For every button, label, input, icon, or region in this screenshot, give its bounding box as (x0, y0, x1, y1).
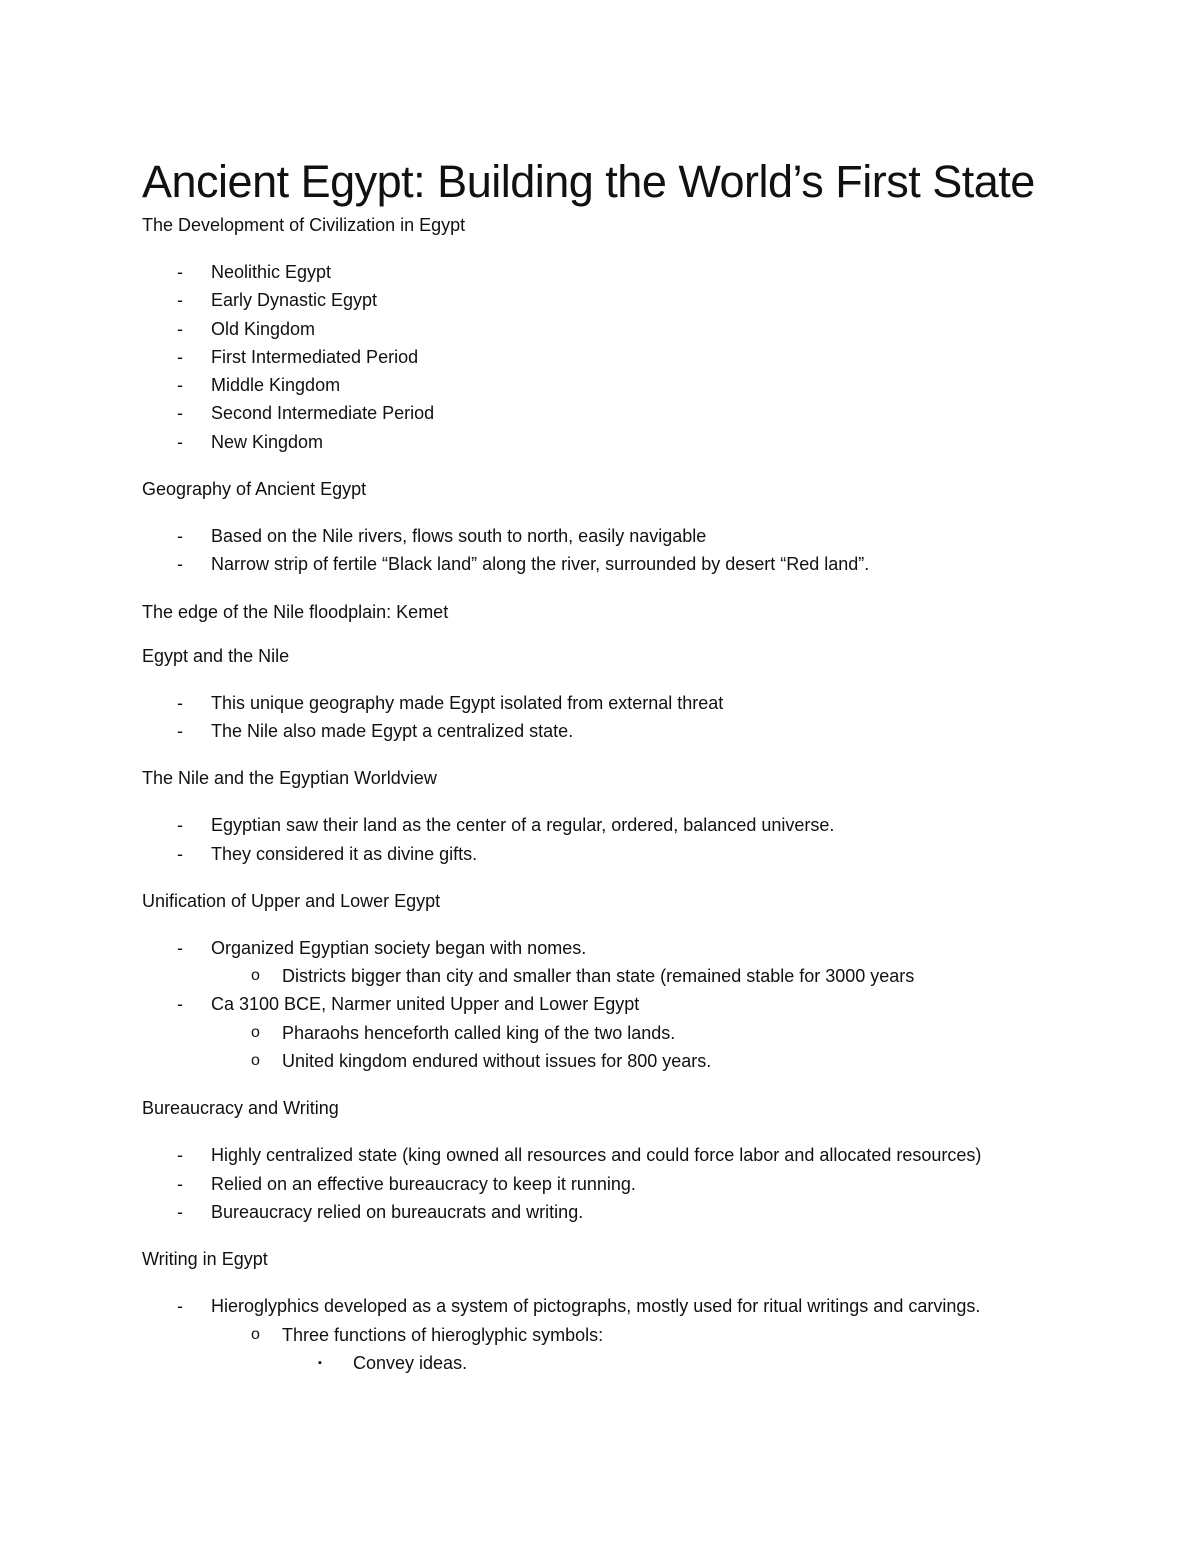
list-item: - This unique geography made Egypt isolated from external threat (142, 689, 1082, 717)
section-heading-bureaucracy: Bureaucracy and Writing (142, 1098, 339, 1119)
dash-bullet: - (177, 1173, 183, 1194)
dash-bullet: - (177, 262, 183, 282)
list-item: - Narrow strip of fertile “Black land” along the river, surrounded by desert “Red land”. (142, 550, 1082, 578)
list-item: - Relied on an effective bureaucracy to keep it running. (142, 1170, 1082, 1198)
section-heading-egypt-nile: Egypt and the Nile (142, 645, 290, 666)
dash-bullet: - (177, 346, 183, 367)
sub-list-item: o Three functions of hieroglyphic symbols: ▪ Convey ideas. (211, 1321, 1082, 1378)
square-bullet: ▪ (318, 1356, 322, 1369)
dash-bullet: - (177, 526, 183, 547)
list-item: - The Nile also made Egypt a centralized state. (142, 717, 1082, 745)
list-item: - First Intermediated Period (142, 343, 1082, 371)
sub-sub-list-item: ▪ Convey ideas. (282, 1349, 1082, 1377)
dash-bullet: - (177, 1145, 183, 1166)
list-item: - Egyptian saw their land as the center of a regular, ordered, balanced universe. (142, 811, 1082, 839)
dash-bullet: - (177, 1296, 183, 1317)
dash-bullet: - (177, 937, 183, 958)
list-unification (142, 934, 1082, 1075)
document-page (142, 150, 1082, 1399)
circle-bullet: o (251, 1052, 260, 1070)
document-title: Ancient Egypt: Building the World’s First State (142, 156, 1035, 207)
dash-bullet: - (177, 720, 183, 741)
sub-sub-list (282, 1349, 1082, 1377)
section-heading-unification: Unification of Upper and Lower Egypt (142, 890, 441, 911)
list-egypt-nile (142, 689, 1082, 746)
list-item: - Old Kingdom (142, 315, 1082, 343)
list-item: - Neolithic Egypt (142, 258, 1082, 286)
list-item: - Hieroglyphics developed as a system of pictographs, mostly used for ritual writings and carvings. o Three functions of hieroglyphic symbols: ▪ Convey ideas. (142, 1292, 1082, 1377)
circle-bullet: o (251, 1325, 260, 1343)
section-heading-writing: Writing in Egypt (142, 1249, 268, 1270)
list-item: - Ca 3100 BCE, Narmer united Upper and Lower Egypt o Pharaohs henceforth called king of the two lands. o United kingdom endured without issues for 800 years. (142, 990, 1082, 1075)
list-item: - Based on the Nile rivers, flows south to north, easily navigable (142, 522, 1082, 550)
sub-list-item: o Districts bigger than city and smaller than state (remained stable for 3000 years (211, 962, 1082, 990)
list-geography (142, 522, 1082, 579)
sub-list (211, 1019, 1082, 1076)
dash-bullet: - (177, 843, 183, 864)
dash-bullet: - (177, 290, 183, 311)
dash-bullet: - (177, 692, 183, 713)
list-item: - Highly centralized state (king owned all resources and could force labor and allocated resources) (142, 1141, 1082, 1169)
list-item: - Middle Kingdom (142, 371, 1082, 399)
list-item: - Second Intermediate Period (142, 399, 1082, 427)
list-item: - Bureaucracy relied on bureaucrats and writing. (142, 1198, 1082, 1226)
list-item: - Organized Egyptian society began with nomes. o Districts bigger than city and smaller than state (remained stable for 3000 years (142, 934, 1082, 991)
dash-bullet: - (177, 1201, 183, 1222)
section-heading-worldview: The Nile and the Egyptian Worldview (142, 768, 437, 789)
list-item: - Early Dynastic Egypt (142, 286, 1082, 314)
list-writing (142, 1292, 1082, 1377)
section-heading-development: The Development of Civilization in Egypt (142, 215, 466, 235)
sub-list-item: o Pharaohs henceforth called king of the two lands. (211, 1019, 1082, 1047)
dash-bullet: - (177, 554, 183, 575)
dash-bullet: - (177, 994, 183, 1015)
list-bureaucracy (142, 1141, 1082, 1226)
dash-bullet: - (177, 403, 183, 424)
list-item: - They considered it as divine gifts. (142, 840, 1082, 868)
list-worldview (142, 811, 1082, 868)
dash-bullet: - (177, 815, 183, 836)
circle-bullet: o (251, 967, 260, 985)
section-heading-geography: Geography of Ancient Egypt (142, 479, 367, 500)
list-development (142, 258, 1082, 456)
dash-bullet: - (177, 375, 183, 396)
sub-list (211, 962, 1082, 990)
dash-bullet: - (177, 318, 183, 339)
dash-bullet: - (177, 431, 183, 452)
section-heading-kemet: The edge of the Nile floodplain: Kemet (142, 601, 449, 622)
sub-list (211, 1321, 1082, 1378)
sub-list-item: o United kingdom endured without issues for 800 years. (211, 1047, 1082, 1075)
circle-bullet: o (251, 1023, 260, 1041)
list-item: - New Kingdom (142, 428, 1082, 456)
